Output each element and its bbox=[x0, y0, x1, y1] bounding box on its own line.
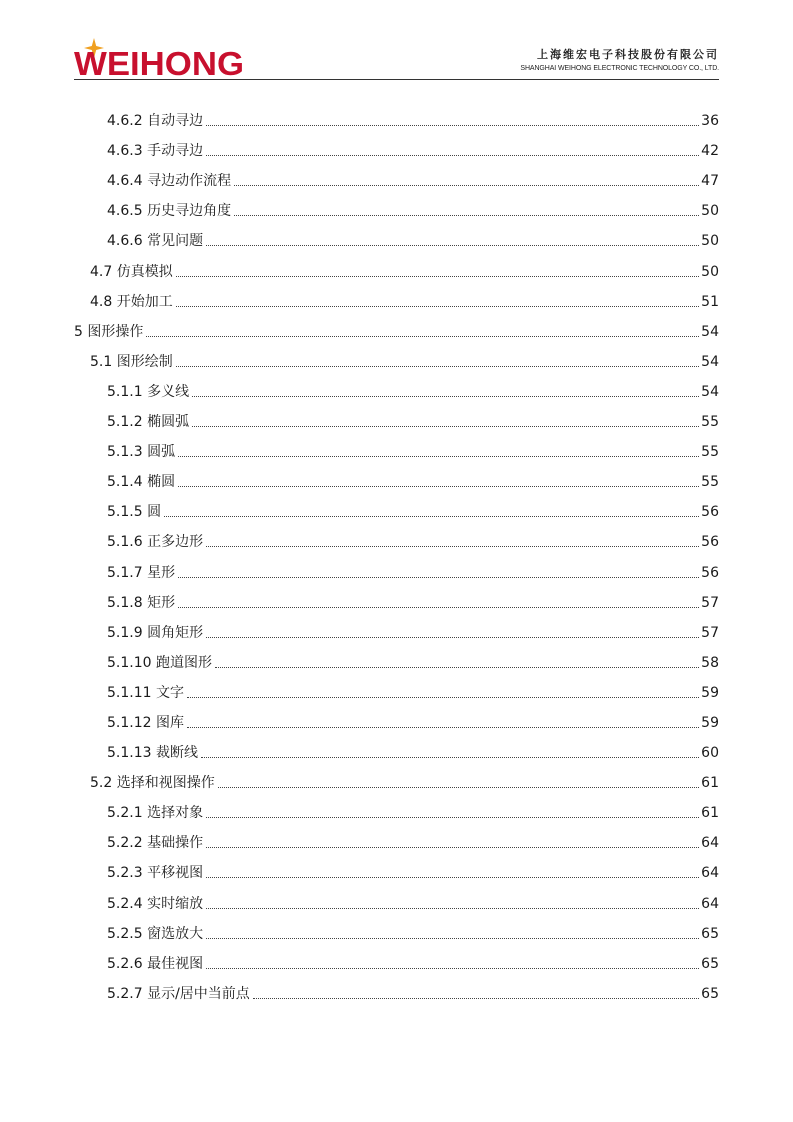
toc-entry-page-number: 61 bbox=[701, 775, 719, 792]
toc-entry-title: 5.1.6 正多边形 bbox=[107, 534, 204, 551]
toc-entry[interactable] bbox=[74, 672, 719, 702]
toc-dot-leader bbox=[234, 185, 699, 186]
toc-dot-leader bbox=[176, 276, 699, 277]
company-name-block bbox=[520, 48, 719, 73]
toc-entry-page-number: 60 bbox=[701, 745, 719, 762]
toc-dot-leader bbox=[206, 877, 699, 878]
toc-entry-title: 5.2.2 基础操作 bbox=[107, 835, 204, 852]
toc-entry[interactable] bbox=[74, 341, 719, 371]
toc-entry[interactable] bbox=[74, 220, 719, 250]
toc-entry-title: 5.1.1 多义线 bbox=[107, 383, 190, 400]
toc-entry-title: 5.1.9 圆角矩形 bbox=[107, 624, 204, 641]
toc-entry-title: 4.7 仿真模拟 bbox=[90, 263, 173, 280]
toc-entry-title: 5.2 选择和视图操作 bbox=[90, 775, 215, 792]
toc-entry[interactable] bbox=[74, 551, 719, 581]
toc-entry-page-number: 55 bbox=[701, 474, 719, 491]
toc-entry-page-number: 54 bbox=[701, 323, 719, 340]
toc-entry[interactable] bbox=[74, 461, 719, 491]
table-of-contents bbox=[74, 100, 719, 1003]
toc-entry-page-number: 57 bbox=[701, 624, 719, 641]
toc-entry-title: 5.1.2 椭圆弧 bbox=[107, 414, 190, 431]
toc-entry[interactable] bbox=[74, 160, 719, 190]
toc-entry[interactable] bbox=[74, 943, 719, 973]
toc-entry[interactable] bbox=[74, 973, 719, 1003]
toc-dot-leader bbox=[192, 426, 699, 427]
toc-entry-title: 5.2.5 窗选放大 bbox=[107, 925, 204, 942]
toc-entry-page-number: 65 bbox=[701, 955, 719, 972]
toc-dot-leader bbox=[206, 908, 699, 909]
toc-dot-leader bbox=[178, 577, 699, 578]
toc-entry-title: 4.6.6 常见问题 bbox=[107, 233, 204, 250]
toc-entry-page-number: 64 bbox=[701, 835, 719, 852]
toc-entry-page-number: 61 bbox=[701, 805, 719, 822]
toc-entry-page-number: 50 bbox=[701, 263, 719, 280]
toc-entry[interactable] bbox=[74, 913, 719, 943]
toc-dot-leader bbox=[178, 456, 699, 457]
toc-entry-page-number: 50 bbox=[701, 203, 719, 220]
toc-entry[interactable] bbox=[74, 100, 719, 130]
toc-entry[interactable] bbox=[74, 491, 719, 521]
toc-dot-leader bbox=[218, 787, 699, 788]
toc-entry[interactable] bbox=[74, 792, 719, 822]
toc-entry-title: 5.1.5 圆 bbox=[107, 504, 162, 521]
toc-entry-title: 5.1.3 圆弧 bbox=[107, 444, 176, 461]
toc-dot-leader bbox=[178, 486, 699, 487]
toc-entry[interactable] bbox=[74, 822, 719, 852]
toc-entry-title: 5.1.4 椭圆 bbox=[107, 474, 176, 491]
toc-entry-title: 5 图形操作 bbox=[74, 323, 144, 340]
toc-entry-title: 4.8 开始加工 bbox=[90, 293, 173, 310]
toc-entry[interactable] bbox=[74, 612, 719, 642]
toc-entry-title: 5.2.1 选择对象 bbox=[107, 805, 204, 822]
toc-entry[interactable] bbox=[74, 642, 719, 672]
toc-dot-leader bbox=[206, 546, 699, 547]
toc-dot-leader bbox=[146, 336, 699, 337]
toc-dot-leader bbox=[187, 727, 699, 728]
toc-dot-leader bbox=[206, 155, 699, 156]
company-name-cn: 上海维宏电子科技股份有限公司 bbox=[537, 48, 719, 61]
company-name-en: SHANGHAI WEIHONG ELECTRONIC TECHNOLOGY CO., LTD. bbox=[520, 65, 719, 72]
weihong-logo bbox=[74, 36, 249, 80]
toc-entry-page-number: 59 bbox=[701, 684, 719, 701]
toc-entry-title: 5.1 图形绘制 bbox=[90, 353, 173, 370]
toc-entry-page-number: 64 bbox=[701, 865, 719, 882]
toc-dot-leader bbox=[164, 516, 699, 517]
toc-entry-title: 5.2.4 实时缩放 bbox=[107, 895, 204, 912]
toc-entry[interactable] bbox=[74, 431, 719, 461]
toc-entry-page-number: 58 bbox=[701, 654, 719, 671]
toc-entry-page-number: 65 bbox=[701, 985, 719, 1002]
toc-entry-page-number: 42 bbox=[701, 143, 719, 160]
toc-entry[interactable] bbox=[74, 281, 719, 311]
toc-dot-leader bbox=[192, 396, 699, 397]
toc-entry-title: 4.6.2 自动寻边 bbox=[107, 113, 204, 130]
toc-entry-title: 5.2.7 显示/居中当前点 bbox=[107, 985, 250, 1002]
toc-entry-page-number: 59 bbox=[701, 714, 719, 731]
toc-entry-page-number: 55 bbox=[701, 444, 719, 461]
toc-entry-title: 4.6.5 历史寻边角度 bbox=[107, 203, 232, 220]
toc-entry-page-number: 57 bbox=[701, 594, 719, 611]
toc-entry-title: 4.6.4 寻边动作流程 bbox=[107, 173, 232, 190]
toc-entry[interactable] bbox=[74, 371, 719, 401]
toc-entry-title: 5.1.11 文字 bbox=[107, 684, 184, 701]
toc-entry-page-number: 56 bbox=[701, 534, 719, 551]
toc-entry-title: 5.1.13 裁断线 bbox=[107, 745, 198, 762]
toc-entry-title: 5.2.3 平移视图 bbox=[107, 865, 204, 882]
toc-entry-page-number: 36 bbox=[701, 113, 719, 130]
logo-graphic bbox=[74, 36, 249, 80]
toc-entry[interactable] bbox=[74, 702, 719, 732]
toc-dot-leader bbox=[176, 306, 699, 307]
toc-dot-leader bbox=[187, 697, 699, 698]
toc-entry[interactable] bbox=[74, 311, 719, 341]
toc-entry-page-number: 56 bbox=[701, 564, 719, 581]
toc-dot-leader bbox=[206, 817, 699, 818]
toc-entry-page-number: 51 bbox=[701, 293, 719, 310]
toc-entry-page-number: 50 bbox=[701, 233, 719, 250]
toc-entry-page-number: 55 bbox=[701, 414, 719, 431]
toc-dot-leader bbox=[176, 366, 699, 367]
toc-entry-title: 4.6.3 手动寻边 bbox=[107, 143, 204, 160]
toc-entry-page-number: 54 bbox=[701, 353, 719, 370]
toc-dot-leader bbox=[206, 125, 699, 126]
toc-dot-leader bbox=[201, 757, 699, 758]
toc-dot-leader bbox=[206, 245, 699, 246]
toc-entry-page-number: 65 bbox=[701, 925, 719, 942]
header-divider bbox=[74, 79, 719, 80]
toc-dot-leader bbox=[215, 667, 699, 668]
toc-entry[interactable] bbox=[74, 852, 719, 882]
toc-entry-title: 5.2.6 最佳视图 bbox=[107, 955, 204, 972]
toc-entry-page-number: 64 bbox=[701, 895, 719, 912]
toc-entry[interactable] bbox=[74, 190, 719, 220]
toc-entry[interactable] bbox=[74, 250, 719, 280]
toc-dot-leader bbox=[178, 607, 699, 608]
toc-dot-leader bbox=[206, 968, 699, 969]
toc-entry[interactable] bbox=[74, 762, 719, 792]
page-header bbox=[74, 36, 719, 80]
toc-entry[interactable] bbox=[74, 882, 719, 912]
toc-entry-title: 5.1.8 矩形 bbox=[107, 594, 176, 611]
toc-dot-leader bbox=[234, 215, 699, 216]
toc-entry-title: 5.1.7 星形 bbox=[107, 564, 176, 581]
toc-entry-page-number: 56 bbox=[701, 504, 719, 521]
toc-dot-leader bbox=[206, 938, 699, 939]
toc-entry[interactable] bbox=[74, 582, 719, 612]
toc-entry[interactable] bbox=[74, 401, 719, 431]
toc-entry[interactable] bbox=[74, 521, 719, 551]
toc-entry[interactable] bbox=[74, 732, 719, 762]
toc-entry[interactable] bbox=[74, 130, 719, 160]
toc-entry-title: 5.1.10 跑道图形 bbox=[107, 654, 212, 671]
toc-entry-page-number: 54 bbox=[701, 383, 719, 400]
toc-entry-title: 5.1.12 图库 bbox=[107, 714, 184, 731]
toc-dot-leader bbox=[206, 637, 699, 638]
toc-dot-leader bbox=[253, 998, 699, 999]
logo-text: WEIHONG bbox=[74, 45, 244, 80]
toc-entry-page-number: 47 bbox=[701, 173, 719, 190]
toc-dot-leader bbox=[206, 847, 699, 848]
